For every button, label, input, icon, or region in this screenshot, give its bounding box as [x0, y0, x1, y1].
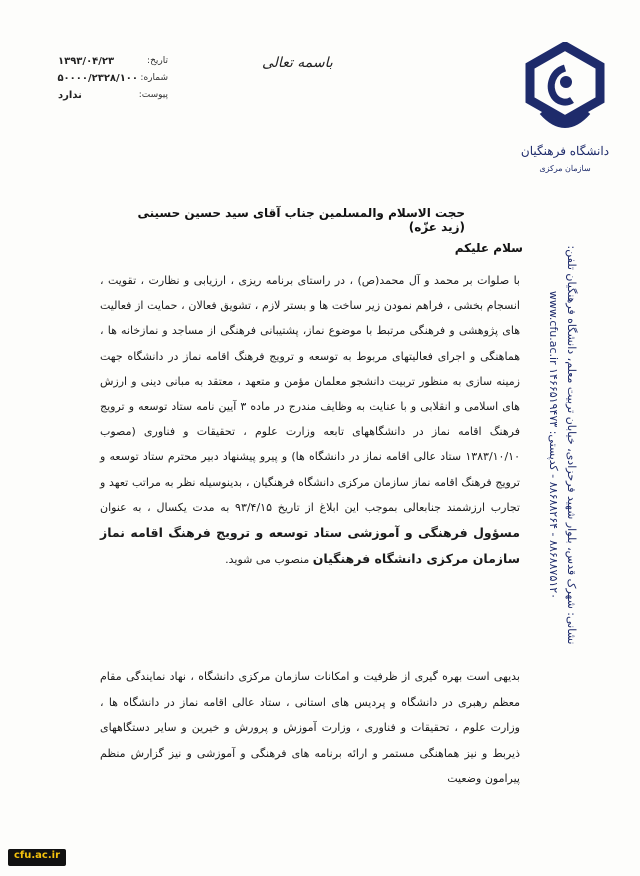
university-logo — [520, 42, 610, 192]
meta-value: ندارد — [58, 90, 82, 101]
greeting: سلام علیکم — [454, 241, 523, 255]
side-address-block — [540, 235, 580, 655]
watermark-badge — [8, 849, 66, 866]
university-name: دانشگاه فرهنگیان — [520, 144, 610, 158]
meta-attachment — [58, 90, 168, 107]
addressee: حجت الاسلام والمسلمین جناب آقای سید حسین حسینی (زید عزّه) — [137, 206, 465, 234]
appointment-title: مسؤول فرهنگی و آموزشی ستاد توسعه و ترویج فرهنگ اقامه نماز سازمان مرکزی دانشگاه فرهنگیان — [100, 525, 520, 567]
appointment-tail: منصوب می شوید. — [225, 553, 313, 567]
organization-name: سازمان مرکزی — [539, 164, 591, 173]
meta-value: ۵۰۰۰۰/۲۳۲۸/۱۰۰ — [57, 73, 138, 84]
basmala: باسمه تعالی — [262, 55, 333, 71]
meta-label: پیوست: — [138, 90, 168, 100]
logo-emblem-icon — [520, 42, 610, 142]
paragraph-2: بدیهی است بهره گیری از ظرفیت و امکانات سازمان مرکزی دانشگاه ، نهاد نمایندگی مقام معظم رهبری در دانشگاه و پردیس های استانی ، ستاد عالی اقامه نماز در دانشگاه ها ، وزارت علوم ، تحقیقات و فناوری ، وزارت آموزش و پرورش و خیرین و سایر دستگاههای ذیربط و نیز هماهنگی مستمر و ارائه برنامه های فرهنگی و آموزشی و نیز گزارش منظم پیرامون وضعیت — [100, 670, 520, 785]
paragraph-1: با صلوات بر محمد و آل محمد(ص) ، در راستای برنامه ریزی ، ارزیابی و نظارت ، تقویت ، انسجام بخشی ، فراهم نمودن زیر ساخت ها و بستر لازم ، تشویق فعالان ، حمایت از فعالیت های پژوهشی و فرهنگی مرتبط با موضوع نماز، پشتیبانی فرهنگی از مساجد و نمازخانه ها ، هماهنگی و اجرای فعالیتهای مربوط به توسعه و ترویج فرهنگ اقامه نماز در دانشگاه جهت زمینه سازی به منظور تربیت دانشجو معلمان مؤمن و متعهد ، معتقد به مبانی دینی و ارزش های اسلامی و انقلابی و با عنایت به وظایف مندرج در ماده ۳ آیین نامه ستاد توسعه و ترویج فرهنگ اقامه نماز در دانشگاههای تابعه وزارت علوم ، تحقیقات و فناوری (مصوب ۱۳۸۳/۱۰/۱۰ ستاد عالی اقامه نماز در دانشگاه ها) و پیرو پیشنهاد دبیر محترم ستاد توسعه و ترویج فرهنگ اقامه نماز سازمان مرکزی دانشگاه فرهنگیان ، بدینوسیله نظر به مراتب تعهد و تجارب ارزشمند جنابعالی بموجب این ابلاغ از تاریخ ۹۳/۴/۱۵ به مدت یکسال ، به عنوان — [100, 274, 520, 514]
meta-date — [58, 56, 168, 73]
watermark-text: cfu.ac.ir — [13, 850, 61, 861]
meta-label: تاریخ: — [147, 56, 168, 66]
letter-meta — [57, 56, 168, 107]
letter-body — [100, 268, 520, 572]
meta-label: شماره: — [140, 73, 168, 83]
side-address: نشانی: شهرک قدس، بلوار شهید فرحزادی، خیابان تربیت معلم، دانشگاه فرهنگیان تلفن: ۸۸۶۸۸۷۵۱۲۰ - ۸۸۶۸۸۲۶۴ - کدپستی: ۱۴۶۶۵۱۹۴۷۳ www.cfu.ac.ir — [547, 245, 578, 645]
meta-number — [57, 73, 168, 90]
meta-value: ۱۳۹۳/۰۴/۲۳ — [58, 56, 115, 67]
